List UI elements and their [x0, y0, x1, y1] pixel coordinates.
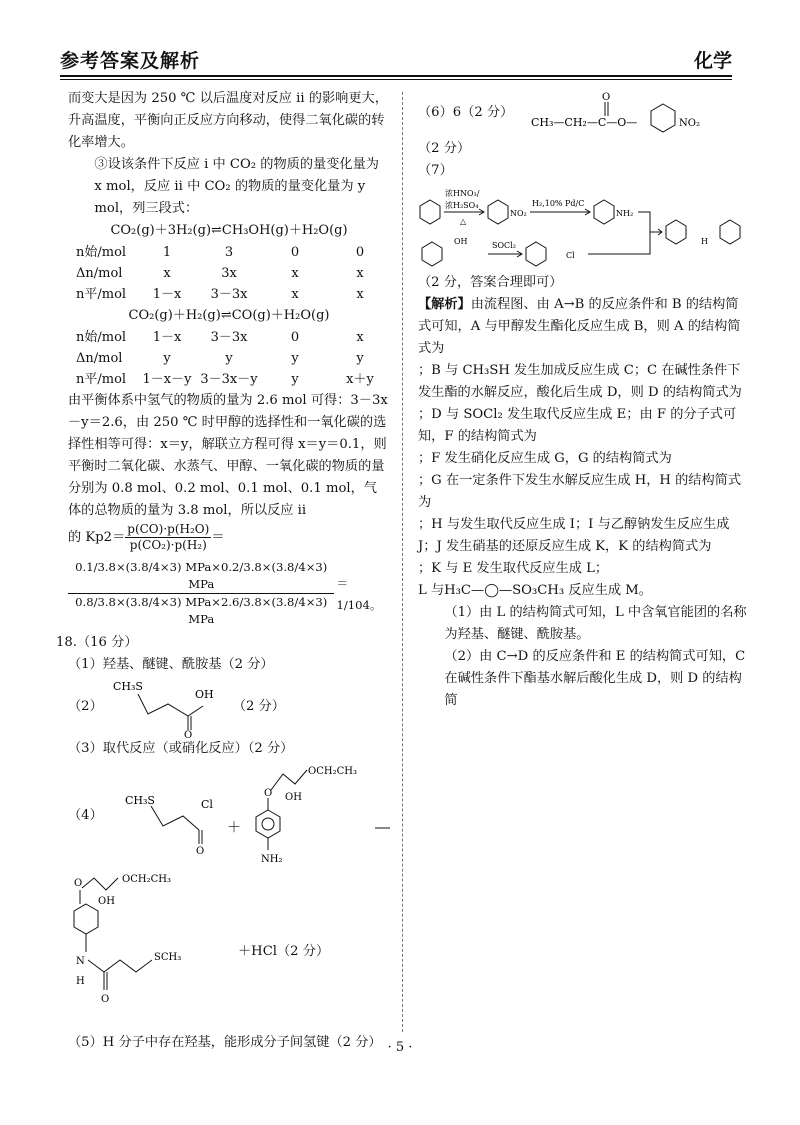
kp-calc-numerator: 0.1/3.8×(3.8/4×3) MPa×0.2/3.8×(3.8/4×3) MPa	[68, 559, 334, 594]
mol-label-o-5: O	[101, 994, 110, 1005]
t2-cell: Δn/mol	[76, 351, 123, 366]
analysis-10: （2）由 C→D 的反应条件和 E 的结构简式可知，C 在碱性条件下酯基水解后酸化生成 D，则 D 的结构简	[444, 649, 746, 708]
mol-label-oh: OH	[194, 688, 214, 701]
t2-cell: y	[291, 372, 299, 387]
answer-6	[418, 88, 748, 138]
t2-cell: 1－x	[152, 330, 182, 345]
header-subject: 化学	[693, 50, 732, 72]
cond-pdc: H₂,10% Pd/C	[532, 199, 585, 208]
answer-4-hcl: ＋HCl（2 分）	[238, 944, 330, 959]
kp-calc-denominator: 0.8/3.8×(3.8/4×3) MPa×2.6/3.8×(3.8/4×3) MPa	[75, 595, 328, 626]
cond-socl2: SOCl₂	[492, 241, 516, 250]
t2-cell: y	[163, 351, 171, 366]
table-reaction-1	[76, 242, 390, 305]
page-header	[0, 0, 800, 80]
t1-cell: n平/mol	[76, 287, 127, 302]
header-rule	[60, 75, 732, 77]
answer-3: （3）取代反应（或硝化反应）（2 分）	[68, 741, 294, 756]
cond-h2so4: 浓H₂SO₄	[445, 201, 479, 210]
mol-label-ester: CH₃—CH₂—C—O—	[531, 116, 638, 129]
page-number: · 5 ·	[387, 1040, 413, 1055]
mol-label-no2: NO₂	[679, 118, 701, 129]
analysis-2: ；B 与 CH₃SH 发生加成反应生成 C；C 在碱性条件下发生酯的水解反应，酸化后生成 D，则 D 的结构简式为	[418, 363, 742, 400]
mol-label-sch3: SCH₃	[154, 952, 182, 963]
t1-cell: x	[356, 287, 364, 302]
t2-cell: x＋y	[346, 372, 374, 387]
t1-cell: 1	[162, 245, 172, 260]
mol-label-cl-2: Cl	[566, 251, 575, 260]
cond-heat: △	[460, 217, 467, 226]
kp-label: 的 Kp2＝	[68, 529, 126, 545]
t1-cell: 3－3x	[210, 287, 248, 302]
t2-cell: 1－x－y	[142, 372, 192, 387]
mol-label-nh2-2: NH₂	[616, 209, 634, 218]
kp-numerator: p(CO)·p(H₂O)	[127, 522, 210, 536]
para-setup: ③设该条件下反应 i 中 CO₂ 的物质的量变化量为 x mol，反应 ii 中 CO₂ 的物质的量变化量为 y mol，列三段式：	[94, 157, 379, 216]
right-column	[418, 88, 748, 712]
left-column	[56, 88, 390, 1054]
structure-L	[68, 872, 228, 1032]
t2-cell: n平/mol	[76, 372, 127, 387]
t1-cell: x	[291, 287, 299, 302]
answer-1: （1）羟基、醚键、酰胺基（2 分）	[68, 657, 274, 672]
mol-label-ch3s-2: CH₃S	[124, 794, 155, 807]
mol-label-n: N	[76, 956, 85, 967]
t1-cell: 3x	[221, 266, 237, 281]
mol-label-cl: Cl	[200, 798, 213, 811]
kp-calc-fraction	[68, 559, 334, 628]
kp-equals: ＝	[211, 529, 225, 545]
analysis-6a: ；H 与	[418, 517, 461, 532]
t1-cell: 0	[355, 245, 365, 260]
answer-5: （5）H 分子中存在羟基，能形成分子间氢键（2 分）	[68, 1035, 382, 1050]
cond-hno3: 浓HNO₃/	[445, 189, 480, 198]
svg-text:＋: ＋	[226, 820, 241, 836]
t2-cell: y	[225, 351, 233, 366]
synthesis-route	[418, 182, 748, 272]
kp-formula	[68, 522, 390, 553]
analysis-tag: 【解析】	[418, 297, 471, 312]
mol-label-no2-2: NO₂	[510, 209, 527, 218]
t2-cell: x	[356, 330, 364, 345]
analysis-4: ；F 发生硝化反应生成 G，G 的结构简式为	[418, 451, 672, 466]
analysis-6	[418, 514, 748, 558]
mol-label-ch3s: CH₃S	[112, 680, 143, 693]
t2-cell: 0	[290, 330, 300, 345]
answer-4-label: （4）	[68, 808, 103, 823]
analysis-9: （1）由 L 的结构简式可知，L 中含氧官能团的名称为羟基、醚键、酰胺基。	[444, 605, 747, 642]
header-rule-thin	[60, 79, 732, 80]
mol-label-o-3: O	[263, 788, 272, 799]
kp-denominator: p(CO₂)·p(H₂)	[129, 538, 207, 552]
mol-label-o-6: O	[602, 92, 611, 103]
t1-cell: 1－x	[152, 287, 182, 302]
answer-7-score: （2 分，答案合理即可）	[418, 275, 563, 290]
structure-answer-6	[513, 88, 723, 138]
mol-label-o: O	[183, 730, 192, 738]
answer-6-score: （2 分）	[418, 141, 471, 156]
mol-label-o-2: O	[195, 846, 204, 857]
t2-cell: 3－3x	[210, 330, 248, 345]
t1-cell: x	[356, 266, 364, 281]
mol-label-o-4: O	[74, 878, 83, 889]
mol-label-nh2: NH₂	[260, 854, 283, 865]
analysis-1	[418, 294, 748, 360]
answer-4-product	[68, 872, 390, 1032]
analysis-8: L 与H₃C—◯—SO₃CH₃ 反应生成 M。	[418, 583, 652, 598]
t2-cell: y	[356, 351, 364, 366]
t2-cell: 3－3x－y	[200, 372, 258, 387]
analysis-7: ；K 与 E 发生取代反应生成 L；	[418, 561, 609, 576]
para-reason: 而变大是因为 250 ℃ 以后温度对反应 ii 的影响更大，升高温度，平衡向正反应方向移动，使得二氧化碳的转化率增大。	[68, 91, 388, 150]
kp-result: ＝1/104。	[336, 575, 382, 612]
reaction-2: CO₂(g)＋H₂(g)⇌CO(g)＋H₂O(g)	[128, 308, 330, 323]
mol-label-oh-2: OH	[284, 792, 302, 803]
table-reaction-2	[76, 327, 390, 390]
mol-label-oh-3: OH	[98, 896, 115, 907]
answer-6-label: （6）6（2 分）	[418, 105, 514, 120]
header-title: 参考答案及解析	[60, 50, 201, 72]
analysis-3: ；D 与 SOCl₂ 发生取代反应生成 E；由 F 的分子式可知，F 的结构简式为	[418, 407, 737, 444]
answer-2	[68, 676, 390, 738]
mol-label-och2ch3-2: OCH₂CH₃	[122, 874, 171, 885]
t2-cell: y	[291, 351, 299, 366]
answer-4	[68, 760, 390, 872]
analysis-1-text: 由流程图、由 A→B 的反应条件和 B 的结构简式可知，A 与甲醇发生酯化反应生成 B，则 A 的结构简式为	[418, 297, 741, 356]
kp-calculation	[68, 559, 390, 628]
reaction-1: CO₂(g)＋3H₂(g)⇌CH₃OH(g)＋H₂O(g)	[110, 223, 348, 238]
t1-cell: n始/mol	[76, 245, 127, 260]
t1-cell: 0	[290, 245, 300, 260]
answer-2-label: （2）	[68, 699, 103, 714]
analysis-6b: 发生取代反应生成 I；I 与乙醇钠发生反应生成 J；J 发生硝基的还原反应生成 K，K 的结构简式为	[418, 517, 730, 554]
mol-label-och2ch3: OCH₂CH₃	[307, 766, 357, 777]
kp-fraction	[125, 522, 211, 553]
mol-label-h-2: H	[701, 237, 708, 246]
answer-7: （7）	[418, 163, 453, 178]
structure-D	[103, 676, 233, 738]
reaction-4-scheme	[103, 760, 390, 872]
t1-cell: Δn/mol	[76, 266, 123, 281]
answer-2-score: （2 分）	[232, 699, 285, 714]
t1-cell: 3	[224, 245, 234, 260]
t2-cell: n始/mol	[76, 330, 127, 345]
mol-label-h: H	[76, 976, 85, 987]
t1-cell: x	[163, 266, 171, 281]
t1-cell: x	[291, 266, 299, 281]
question-18: 18.（16 分）	[56, 635, 138, 650]
column-divider	[402, 92, 403, 1032]
mol-label-oh-4: OH	[454, 237, 468, 246]
analysis-5: ；G 在一定条件下发生水解反应生成 H，H 的结构简式为	[418, 473, 742, 510]
para-solution: 由平衡体系中氢气的物质的量为 2.6 mol 可得：3－3x－y＝2.6，由 250 ℃ 时甲醇的选择性和一氧化碳的选择性相等可得：x＝y，解联立方程可得 x＝y＝0.1，则平衡时二氧化碳、水蒸气、甲醇、一氧化碳的物质的量分别为 0.8 mol、0.2 mol、0.1 mol、0.1 mol，气体的总物质的量为 3.8 mol，所以反应 ii	[68, 393, 388, 518]
